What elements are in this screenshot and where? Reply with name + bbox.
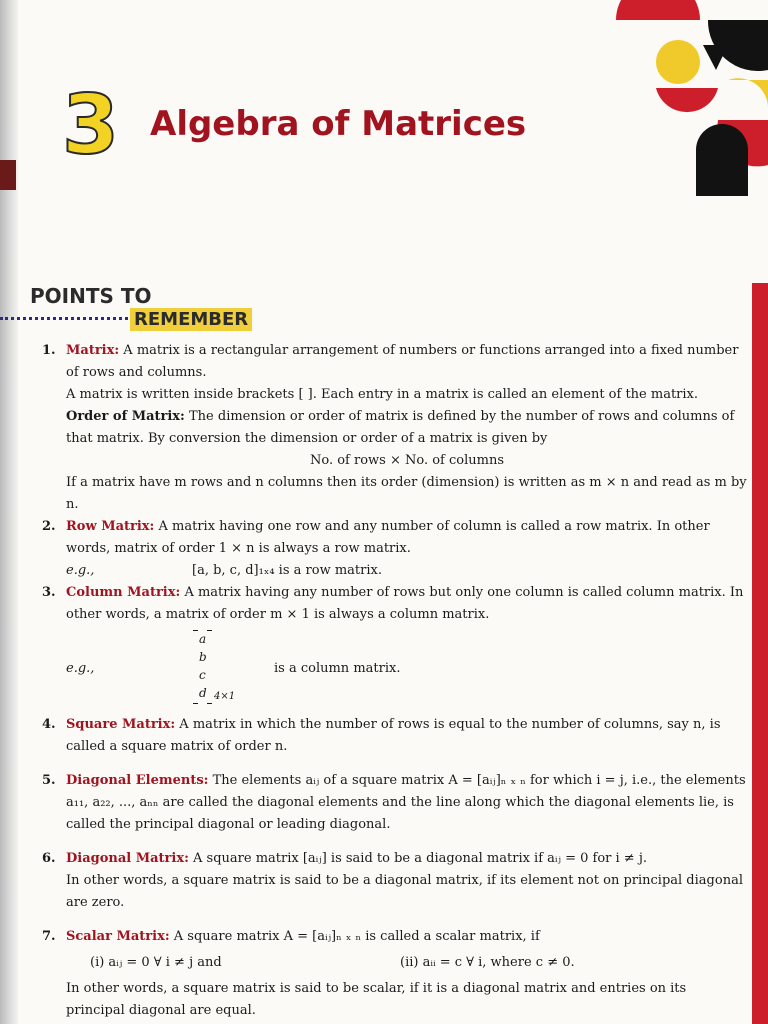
item-term: Scalar Matrix: (66, 929, 170, 944)
item-number: 7. (42, 929, 56, 944)
item-text: A square matrix A = [aᵢⱼ]ₙ ₓ ₙ is called a scalar matrix, if (173, 929, 540, 944)
item-term: Column Matrix: (66, 585, 181, 600)
list-item (38, 770, 748, 836)
column-matrix-example (66, 630, 748, 708)
binding-mark (0, 160, 16, 190)
item-paragraph: In other words, a square matrix is said to be a diagonal matrix, if its element not on principal diagonal are zero. (66, 873, 743, 910)
example-label: e.g., (66, 661, 95, 676)
example-row (66, 560, 748, 582)
item-paragraph: If a matrix have m rows and n columns then its order (dimension) is written as m × n and read as m by n. (66, 475, 747, 512)
example-label: e.g., (66, 563, 95, 578)
item-term: Matrix: (66, 343, 120, 358)
item-subterm: Order of Matrix: (66, 409, 185, 424)
item-term: Diagonal Elements: (66, 773, 209, 788)
points-heading: POINTS TO (30, 284, 152, 308)
example-text: [a, b, c, d]₁ₓ₄ is a row matrix. (192, 563, 382, 578)
matrix-entry: c (199, 668, 206, 682)
list-item (38, 340, 748, 516)
item-paragraph: In other words, a square matrix is said to be scalar, if it is a diagonal matrix and entries on its principal diagonal are equal. (66, 981, 687, 1018)
item-number: 4. (42, 717, 56, 732)
list-item (38, 926, 748, 1022)
item-number: 3. (42, 585, 56, 600)
item-paragraph: A matrix is written inside brackets [ ]. Each entry in a matrix is called an element of the matrix. (66, 387, 699, 402)
list-item (38, 582, 748, 708)
chapter-title: Algebra of Matrices (150, 104, 527, 144)
heading-dotted-rule (0, 317, 128, 320)
conditions-row (66, 952, 748, 974)
item-term: Row Matrix: (66, 519, 155, 534)
item-paragraph: The dimension or order of matrix is defined by the number of rows and columns of that matrix. By conversion the dimension or order of a matrix is given by (66, 409, 735, 446)
matrix-entry: d (199, 686, 207, 700)
item-number: 2. (42, 519, 56, 534)
book-binding (0, 0, 18, 1024)
list-item (38, 848, 748, 914)
right-bracket (207, 630, 212, 704)
item-term: Diagonal Matrix: (66, 851, 189, 866)
item-term: Square Matrix: (66, 717, 176, 732)
item-text: A matrix in which the number of rows is equal to the number of columns, say n, is called a square matrix of order n. (66, 717, 721, 754)
condition-2: (ii) aᵢᵢ = c ∀ i, where c ≠ 0. (400, 955, 575, 970)
matrix-order: 4×1 (214, 691, 236, 702)
item-number: 5. (42, 773, 56, 788)
remember-highlight: REMEMBER (130, 308, 252, 331)
example-text: is a column matrix. (274, 661, 401, 676)
list-item (38, 516, 748, 582)
item-number: 1. (42, 343, 56, 358)
side-tab (752, 283, 768, 1024)
item-text: A matrix having one row and any number of column is called a row matrix. In other words, matrix of order 1 × n is always a row matrix. (66, 519, 710, 556)
item-formula: No. of rows × No. of columns (309, 453, 505, 468)
chapter-number: 3 (62, 78, 120, 173)
item-text: A square matrix [aᵢⱼ] is said to be a diagonal matrix if aᵢⱼ = 0 for i ≠ j. (193, 851, 647, 866)
decorative-pattern-graphic (568, 0, 768, 200)
item-text: The elements aᵢⱼ of a square matrix A = [aᵢⱼ]ₙ ₓ ₙ for which i = j, i.e., the elements a₁₁, a₂₂, ..., aₙₙ are called the diagonal elements and the line along which the diagonal elements lie, is called the principal diagonal or leading diagonal. (66, 773, 746, 832)
item-number: 6. (42, 851, 56, 866)
points-list (38, 340, 748, 1022)
item-text: A matrix is a rectangular arrangement of numbers or functions arranged into a fixed number of rows and columns. (66, 343, 739, 380)
matrix-entry: b (199, 650, 207, 664)
left-bracket (193, 630, 198, 704)
matrix-entry: a (199, 632, 207, 646)
list-item (38, 714, 748, 758)
condition-1: (i) aᵢⱼ = 0 ∀ i ≠ j and (90, 955, 222, 970)
item-text: A matrix having any number of rows but only one column is called column matrix. In other words, a matrix of order m × 1 is always a column matrix. (66, 585, 744, 622)
